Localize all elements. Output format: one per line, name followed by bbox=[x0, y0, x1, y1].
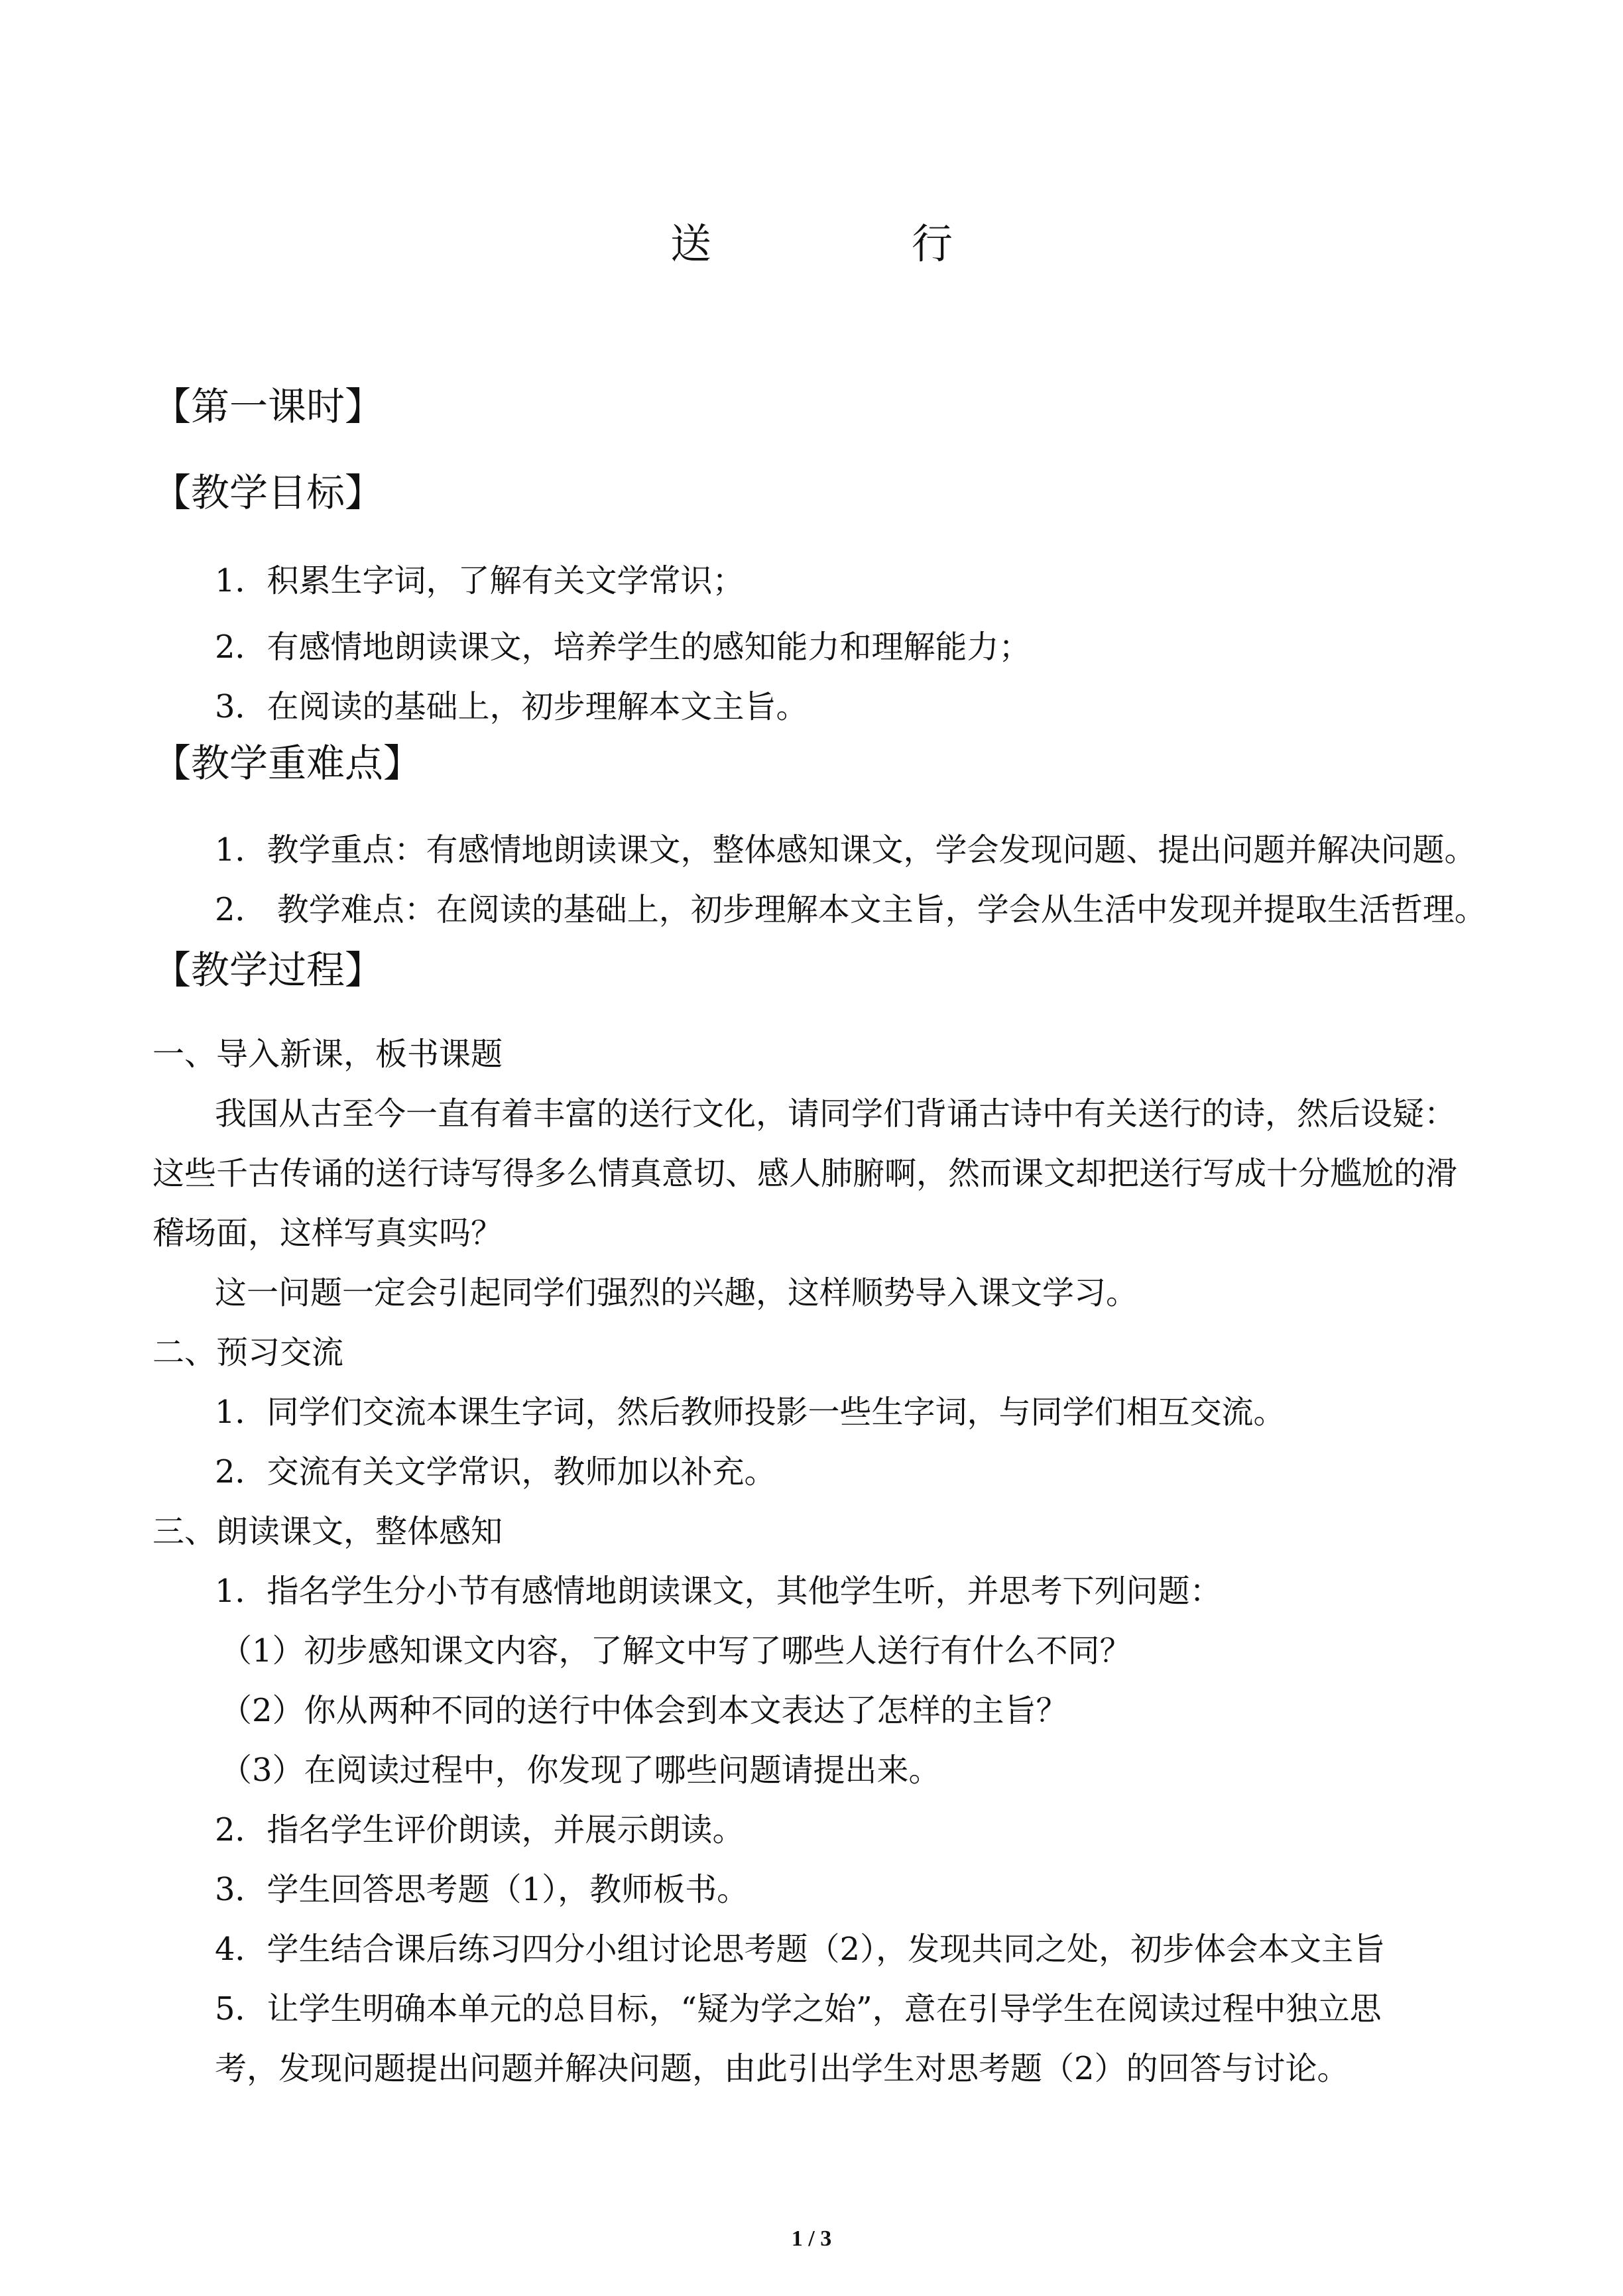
part3-item: 2．指名学生评价朗读，并展示朗读。 bbox=[215, 1811, 745, 1848]
part3-item: 4．学生结合课后练习四分小组讨论思考题（2），发现共同之处，初步体会本文主旨 bbox=[215, 1931, 1386, 1968]
paragraph-line: 我国从古至今一直有着丰富的送行文化，请同学们背诵古诗中有关送行的诗，然后设疑： bbox=[215, 1095, 1457, 1132]
part3-item: （3）在阅读过程中，你发现了哪些问题请提出来。 bbox=[220, 1752, 941, 1789]
part3-heading: 三、朗读课文，整体感知 bbox=[152, 1513, 503, 1550]
objective-item: 1．积累生字词，了解有关文学常识； bbox=[215, 562, 745, 599]
part2-item: 2．交流有关文学常识，教师加以补充。 bbox=[215, 1453, 776, 1490]
keypoint-item: 1．教学重点：有感情地朗读课文，整体感知课文，学会发现问题、提出问题并解决问题。 bbox=[215, 831, 1476, 869]
part2-heading: 二、预习交流 bbox=[152, 1334, 344, 1371]
paragraph-line: 这一问题一定会引起同学们强烈的兴趣，这样顺势导入课文学习。 bbox=[215, 1274, 1138, 1311]
part3-item: （2）你从两种不同的送行中体会到本文表达了怎样的主旨？ bbox=[220, 1692, 1068, 1729]
objective-item: 3．在阅读的基础上，初步理解本文主旨。 bbox=[215, 688, 808, 725]
process-heading: 【教学过程】 bbox=[152, 947, 384, 993]
part3-item: 5．让学生明确本单元的总目标，“疑为学之始”，意在引导学生在阅读过程中独立思 bbox=[215, 1990, 1382, 2027]
part3-item: （1）初步感知课文内容，了解文中写了哪些人送行有什么不同？ bbox=[220, 1632, 1132, 1669]
document-title: 送 行 bbox=[670, 219, 1032, 268]
part1-heading: 一、导入新课，板书课题 bbox=[152, 1036, 503, 1073]
objective-item: 2．有感情地朗读课文，培养学生的感知能力和理解能力； bbox=[215, 629, 1031, 666]
paragraph-line: 这些千古传诵的送行诗写得多么情真意切、感人肺腑啊，然而课文却把送行写成十分尴尬的滑 bbox=[152, 1155, 1458, 1192]
part3-item: 1．指名学生分小节有感情地朗读课文，其他学生听，并思考下列问题： bbox=[215, 1573, 1222, 1610]
part3-item: 考，发现问题提出问题并解决问题，由此引出学生对思考题（2）的回答与讨论。 bbox=[215, 2050, 1349, 2087]
keypoints-heading: 【教学重难点】 bbox=[152, 741, 422, 786]
keypoint-item: 2． 教学难点：在阅读的基础上，初步理解本文主旨，学会从生活中发现并提取生活哲理。 bbox=[215, 891, 1486, 928]
part3-item: 3．学生回答思考题（1），教师板书。 bbox=[215, 1871, 749, 1908]
paragraph-line: 稽场面，这样写真实吗？ bbox=[152, 1215, 503, 1252]
page-number: 1 / 3 bbox=[791, 2226, 832, 2251]
objectives-heading: 【教学目标】 bbox=[152, 470, 384, 515]
part2-item: 1．同学们交流本课生字词，然后教师投影一些生字词，与同学们相互交流。 bbox=[215, 1394, 1286, 1431]
lesson-heading: 【第一课时】 bbox=[152, 384, 384, 429]
